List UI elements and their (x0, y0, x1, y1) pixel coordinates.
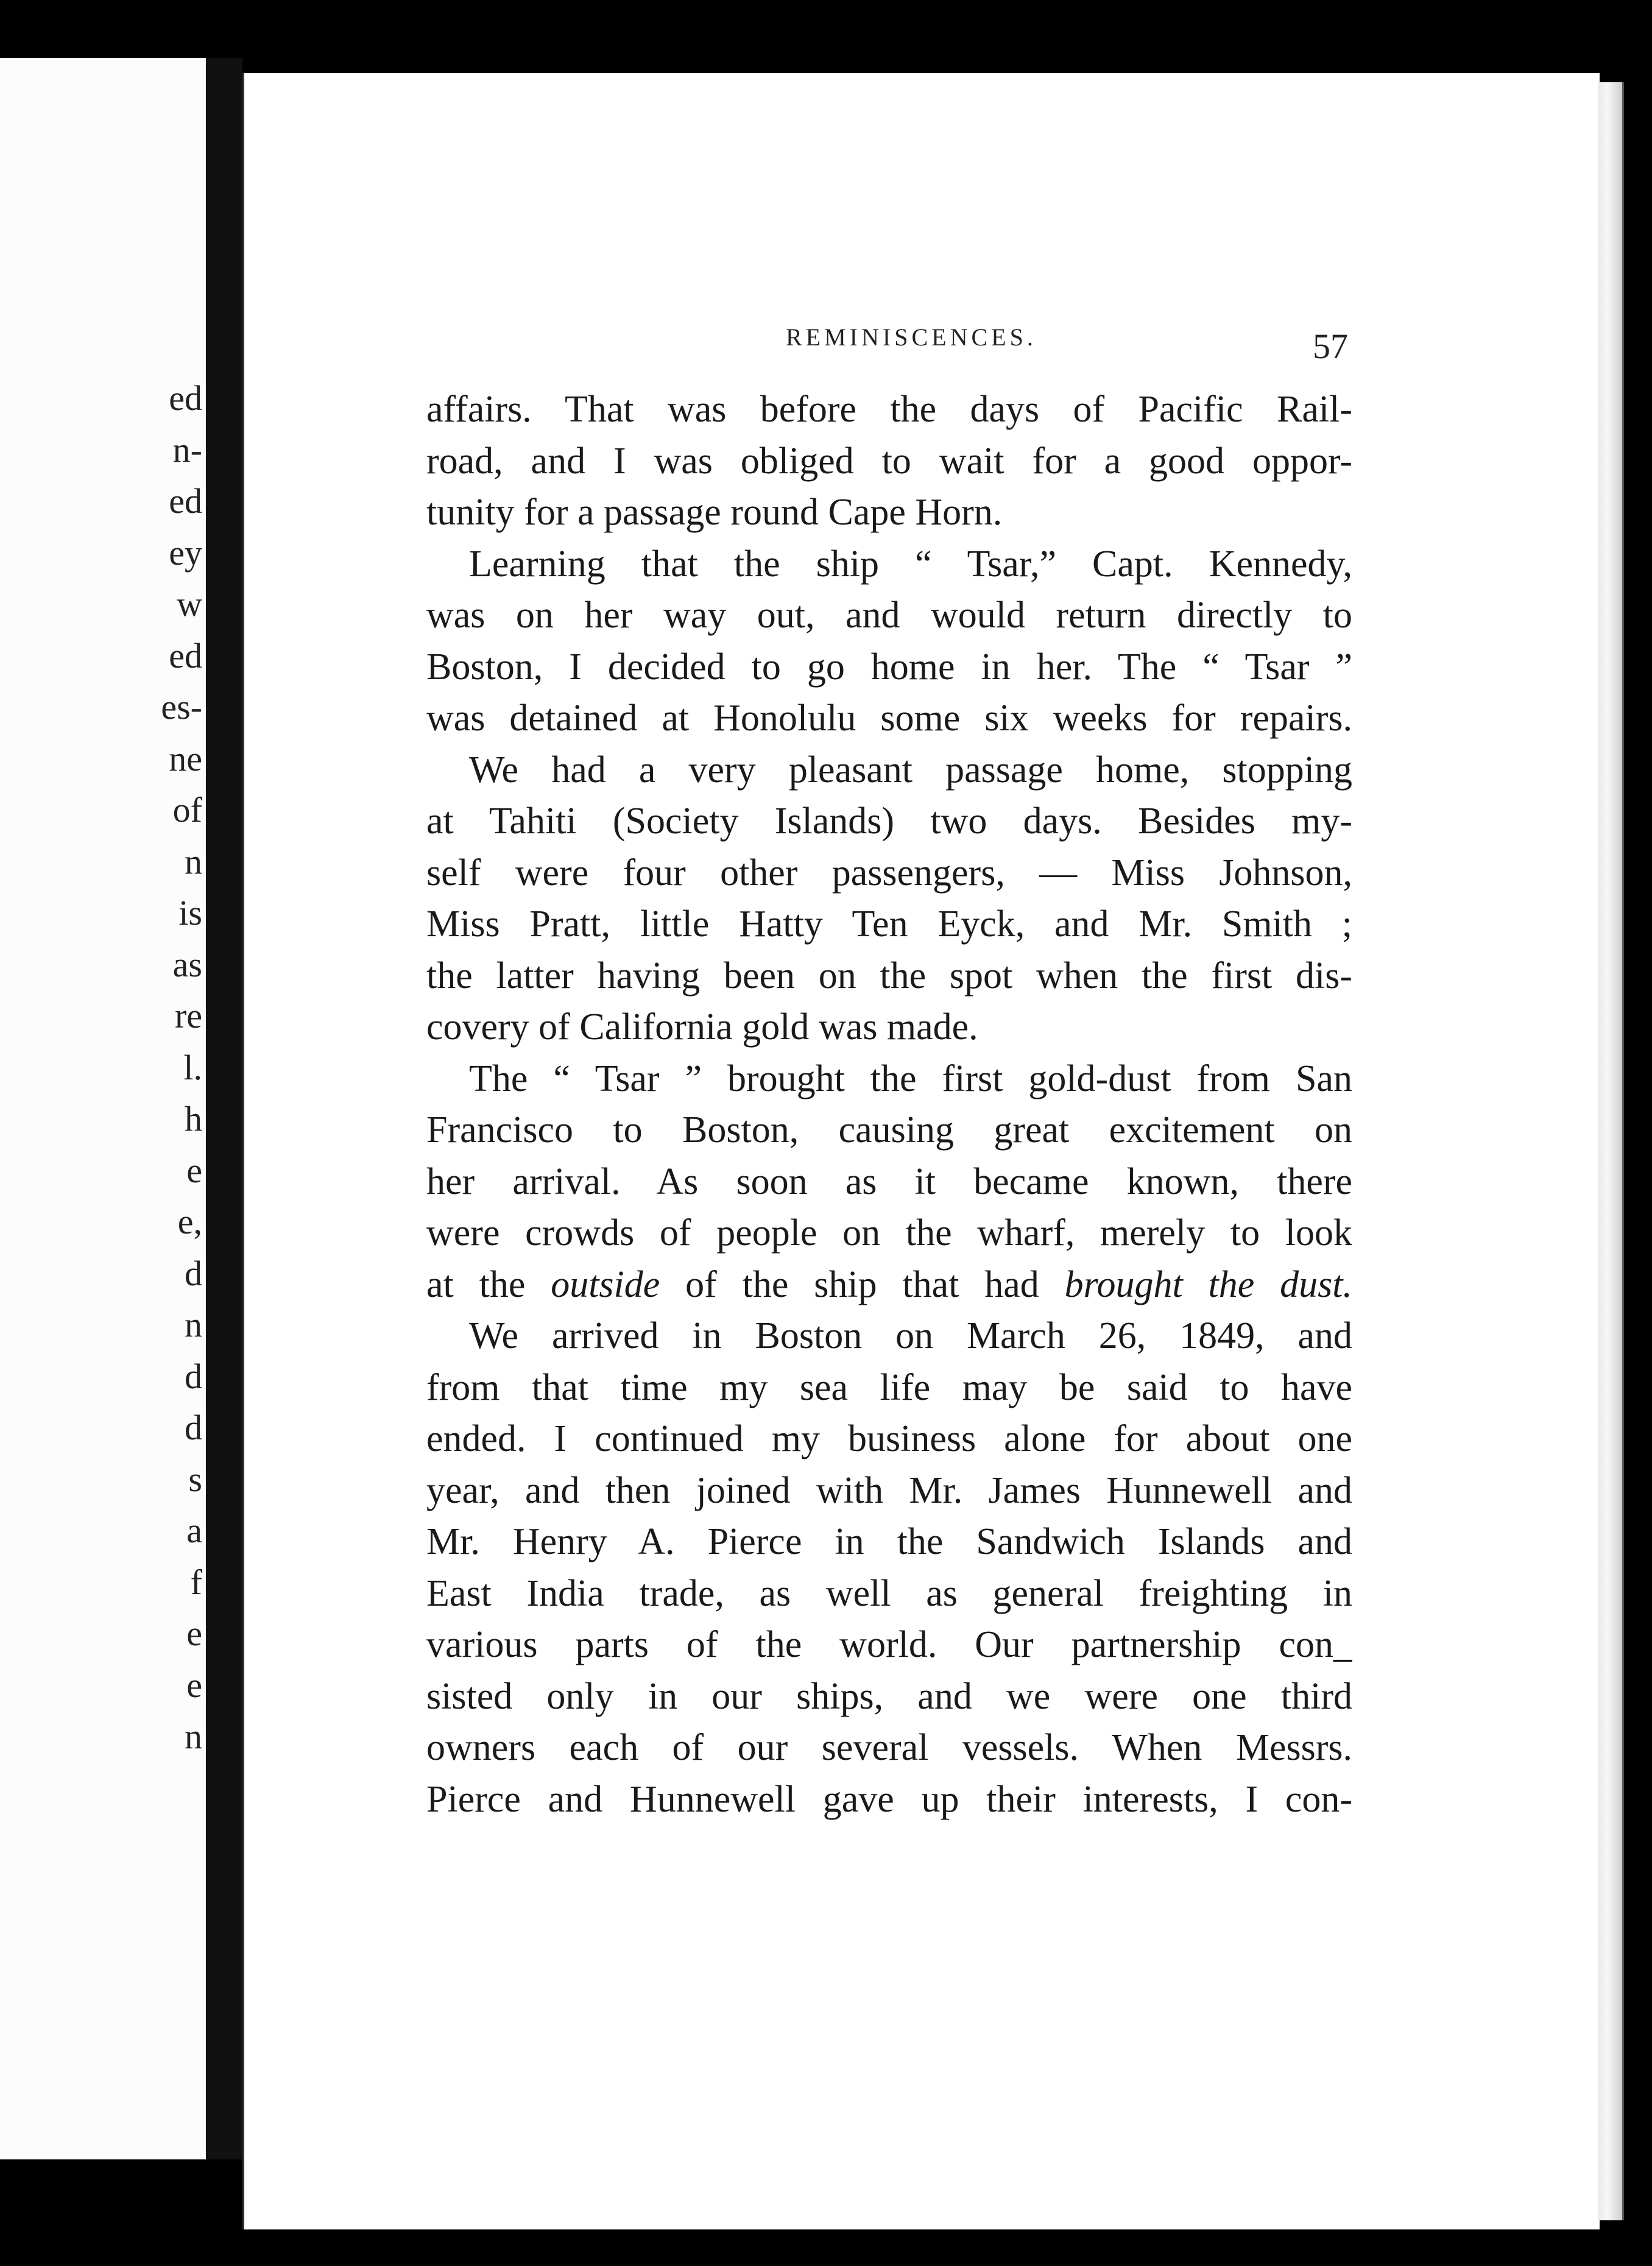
text-line: were crowds of people on the wharf, merely to look (426, 1212, 1352, 1254)
book-gutter (206, 58, 242, 2159)
text-line: Francisco to Boston, causing great excitement on (426, 1109, 1352, 1151)
text-line: East India trade, as well as general freighting in (426, 1572, 1352, 1614)
text-span: at the (426, 1263, 551, 1305)
previous-page-fragment: n (185, 1305, 202, 1344)
text-line: We arrived in Boston on March 26, 1849, and (469, 1315, 1352, 1357)
previous-page-fragment: of (172, 790, 202, 830)
text-line: Boston, I decided to go home in her. The “ Tsar ” (426, 646, 1352, 688)
previous-page-fragment: ed (169, 635, 202, 676)
previous-page-fragment: e, (177, 1202, 202, 1241)
previous-page-fragment: re (174, 996, 202, 1036)
body-text (426, 384, 1352, 1825)
text-line: her arrival. As soon as it became known, there (426, 1160, 1352, 1202)
text-line: Miss Pratt, little Hatty Ten Eyck, and Mr. Smith ; (426, 903, 1352, 945)
previous-page-fragment: e (186, 1614, 202, 1653)
italic-span: brought the dust. (1064, 1263, 1352, 1305)
previous-page-fragment: ed (169, 481, 202, 521)
text-span: of the ship that had (660, 1263, 1065, 1305)
text-line: sisted only in our ships, and we were one third (426, 1675, 1352, 1717)
previous-page-fragment: a (186, 1511, 202, 1550)
page-number: 57 (1313, 326, 1348, 366)
previous-page-fragment: d (185, 1253, 202, 1293)
previous-page-fragment: is (178, 893, 202, 933)
text-line: affairs. That was before the days of Pacific Rail- (426, 389, 1352, 430)
text-line: Learning that the ship “ Tsar,” Capt. Kennedy, (469, 543, 1352, 585)
text-line: was on her way out, and would return directly to (426, 595, 1352, 636)
previous-page-fragment: e (186, 1665, 202, 1705)
previous-page-fragment: ey (169, 532, 202, 573)
previous-page-fragment: s (188, 1459, 202, 1499)
text-line: tunity for a passage round Cape Horn. (426, 492, 1003, 533)
text-line: ended. I continued my business alone for about one (426, 1418, 1352, 1459)
running-head: REMINISCENCES. (786, 323, 1037, 351)
previous-page-fragment: n (185, 841, 202, 881)
previous-page-fragment: h (185, 1099, 202, 1138)
previous-page-fragment: n- (172, 429, 202, 470)
previous-page-fragment: f (190, 1562, 202, 1602)
previous-page-fragment: ne (169, 738, 202, 778)
previous-page-fragment: n (185, 1717, 202, 1756)
text-line: Mr. Henry A. Pierce in the Sandwich Islands and (426, 1521, 1352, 1562)
text-line: from that time my sea life may be said to have (426, 1366, 1352, 1408)
text-line: at Tahiti (Society Islands) two days. Besides my- (426, 800, 1352, 842)
text-line: The “ Tsar ” brought the first gold-dust from San (469, 1057, 1352, 1099)
text-line: was detained at Honolulu some six weeks for repairs. (426, 697, 1352, 739)
previous-page-fragment: l. (183, 1047, 202, 1087)
text-line: year, and then joined with Mr. James Hunnewell and (426, 1469, 1352, 1511)
previous-page-fragment: d (185, 1408, 202, 1447)
text-line: Pierce and Hunnewell gave up their interests, I con- (426, 1778, 1352, 1820)
previous-page-fragment: es- (161, 687, 202, 727)
text-line: the latter having been on the spot when the first dis- (426, 955, 1352, 997)
text-line: self were four other passengers, — Miss Johnson, (426, 852, 1352, 894)
italic-span: outside (551, 1263, 660, 1305)
previous-page-fragment: w (177, 584, 202, 624)
text-line-with-italics (426, 1259, 1352, 1311)
text-line: owners each of our several vessels. When Messrs. (426, 1727, 1352, 1768)
previous-page-fragment: d (185, 1356, 202, 1396)
previous-page-fragment: e (186, 1150, 202, 1190)
previous-page-fragment: ed (169, 378, 202, 418)
text-line: covery of California gold was made. (426, 1006, 978, 1048)
previous-page-fragment: as (172, 944, 202, 984)
text-line: road, and I was obliged to wait for a good oppor- (426, 440, 1352, 482)
page-stack-edge (1598, 82, 1624, 2220)
text-line: We had a very pleasant passage home, stopping (469, 749, 1352, 791)
text-line: various parts of the world. Our partnership con_ (426, 1624, 1352, 1665)
previous-page-edge (0, 58, 208, 2159)
